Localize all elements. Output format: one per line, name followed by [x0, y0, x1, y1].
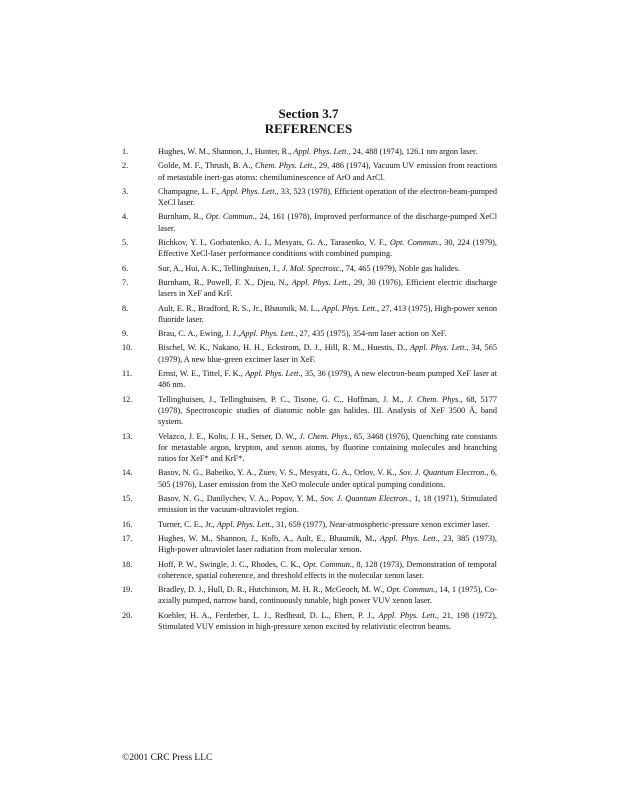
reference-authors: Champagne, L. F.,: [158, 186, 222, 196]
reference-authors: Burnham, R., Powell, F. X., Djeu, N.,: [158, 277, 292, 287]
reference-text: [158, 431, 497, 465]
reference-item: [122, 559, 497, 582]
reference-journal: Sov. J. Quantum Electron.: [398, 468, 487, 478]
reference-authors: Velazco, J. E., Kolts, J. H., Setser, D. W.,: [158, 431, 300, 441]
reference-authors: Basov, N. G., Babeiko, Y. A., Zuev, V. S., Mesyats, G. A., Orlov, V. K.,: [158, 468, 399, 478]
reference-details: , 31, 659 (1977), Near-atmospheric-pressure xenon excimer laser.: [271, 519, 490, 529]
section-number: Section 3.7: [278, 106, 339, 121]
reference-journal: Opt. Commun.: [386, 585, 436, 595]
reference-number: 14.: [122, 468, 133, 478]
reference-journal: Appl. Phys. Lett.: [379, 533, 438, 543]
reference-item: [122, 186, 497, 209]
reference-details: , 33, 523 (1978), Efficient operation of the electron-beam-pumped XeCl laser.: [158, 186, 498, 208]
reference-details: , 1, 18 (1971), Stimulated emission in the vacuum-ultraviolet region.: [158, 494, 497, 515]
reference-text: [158, 146, 497, 157]
reference-list: [122, 146, 497, 635]
reference-item: [122, 519, 497, 530]
reference-details: , 29, 486 (1974), Vacuum UV emission from reactions of metastable inert-gas atoms: chemiluminescence of ArO and ArCl.: [158, 161, 497, 182]
section-heading: [0, 106, 617, 136]
reference-text: [158, 493, 497, 516]
reference-journal: Appl. Phys. Lett.: [378, 610, 437, 620]
reference-number: 13.: [122, 431, 133, 441]
reference-text: [158, 533, 497, 556]
reference-text: [158, 342, 497, 365]
reference-details: , 24, 488 (1974), 126.1 nm argon laser.: [348, 147, 478, 156]
reference-journal: Chem. Phys. Lett.: [254, 161, 315, 171]
reference-details: , 24, 161 (1978), Improved performance of the discharge-pumped XeCl laser.: [158, 212, 497, 233]
reference-details: , 14, 1 (1975), Co-axially pumped, narrow band, continuously tunable, high power VUV xenon laser.: [158, 585, 498, 606]
reference-item: [122, 211, 497, 234]
reference-item: [122, 342, 497, 365]
reference-journal: J. Chem. Phys.: [407, 394, 461, 404]
reference-number: 3.: [122, 186, 129, 196]
reference-text: [158, 160, 497, 183]
reference-item: [122, 237, 497, 260]
reference-item: [122, 610, 497, 633]
reference-journal: Appl. Phys. Lett.: [240, 329, 296, 339]
reference-number: 19.: [122, 585, 133, 595]
reference-item: [122, 160, 497, 183]
reference-journal: Appl. Phys. Lett.: [291, 277, 349, 287]
reference-text: [158, 328, 497, 339]
reference-number: 17.: [122, 533, 133, 543]
reference-details: , 6, 505 (1976), Laser emission from the XeO molecule under optical pumping conditions.: [158, 468, 497, 489]
reference-item: [122, 493, 497, 516]
reference-item: [122, 303, 497, 326]
reference-authors: Hughes, W. M., Shannon, J., Hunter, R.,: [158, 147, 294, 156]
reference-text: [158, 263, 497, 274]
reference-authors: Basov, N. G., Danilychev, V. A., Popov, Y. M.,: [158, 494, 321, 504]
reference-item: [122, 467, 497, 490]
reference-authors: Bradley, D. J., Hull, D. R., Hutchinson, M. H. R., McGeoch, M. W.,: [158, 585, 387, 595]
reference-details: , 29, 30 (1976), Efficient electric discharge lasers in XeF and KrF.: [158, 277, 497, 299]
reference-text: [158, 584, 497, 607]
reference-authors: Golde, M. F., Thrush, B. A.,: [158, 161, 255, 171]
reference-journal: Appl. Phys. Lett.: [216, 519, 272, 529]
copyright-footer: ©2001 CRC Press LLC: [122, 753, 213, 763]
reference-journal: Appl. Phys. Lett.: [409, 343, 467, 353]
reference-item: [122, 277, 497, 300]
reference-journal: Appl. Phys. Lett.: [321, 303, 378, 313]
reference-number: 15.: [122, 494, 133, 504]
reference-journal: J. Mol. Spectrosc.: [282, 263, 342, 273]
reference-journal: Appl. Phys. Lett.: [293, 147, 349, 156]
reference-authors: Burnham, R.,: [158, 212, 206, 222]
reference-text: [158, 519, 497, 530]
reference-details: , 74, 465 (1979), Noble gas halides.: [341, 263, 460, 273]
reference-text: [158, 277, 497, 300]
reference-authors: Bichkov, Y. I., Gorbatenko, A. I., Mesyats, G. A., Tarasenko, V. F.,: [158, 238, 390, 248]
reference-authors: Brau, C. A., Ewing, J. J.,: [158, 329, 241, 339]
reference-item: [122, 431, 497, 465]
reference-authors: Ault, E. R., Bradford, R. S., Jr., Bhaumik, M. L.,: [158, 303, 322, 313]
reference-number: 9.: [122, 329, 129, 339]
reference-authors: Hughes, W. M., Shannon, J., Kolb, A., Ault, E., Bhaumik, M.,: [158, 533, 380, 543]
reference-details: , 8, 128 (1973), Demonstration of temporal coherence, spatial coherence, and threshold effects in the molecular xenon laser.: [158, 559, 497, 580]
reference-number: 10.: [122, 343, 133, 353]
reference-text: [158, 610, 497, 633]
reference-journal: Opt. Commun.: [389, 238, 440, 248]
section-title: REFERENCES: [264, 121, 353, 136]
reference-authors: Bischel, W. K., Nakano, H. H., Eckstrom, D. J., Hill, R. M., Huestis, D.,: [158, 343, 410, 353]
reference-text: [158, 368, 497, 391]
reference-number: 6.: [122, 263, 129, 273]
reference-text: [158, 303, 497, 326]
reference-journal: J. Chem. Phys.: [299, 431, 350, 441]
reference-text: [158, 467, 497, 490]
reference-number: 11.: [122, 369, 133, 379]
reference-number: 7.: [122, 277, 129, 287]
reference-journal: Appl. Phys. Lett.: [221, 186, 277, 196]
reference-item: [122, 146, 497, 157]
reference-number: 18.: [122, 559, 133, 569]
reference-details: , 27, 435 (1975), 354-nm laser action on XeF.: [295, 329, 447, 339]
reference-details: , 23, 385 (1973), High-power ultraviolet laser radiation from molecular xenon.: [158, 533, 498, 555]
reference-authors: Turner, C. E., Jr.,: [158, 519, 217, 529]
reference-item: [122, 533, 497, 556]
reference-details: , 34, 565 (1979), A new blue-green excimer laser in XeF.: [158, 343, 497, 364]
reference-item: [122, 584, 497, 607]
reference-item: [122, 368, 497, 391]
reference-number: 12.: [122, 394, 133, 404]
reference-details: , 27, 413 (1975), High-power xenon fluoride laser.: [158, 303, 498, 324]
reference-number: 4.: [122, 212, 129, 222]
reference-authors: Hoff, P. W., Swingle, J. C., Rhodes, C. K.,: [158, 559, 303, 569]
reference-details: , 30, 224 (1979), Effective XeCl-laser performance conditions with combined pumping.: [158, 238, 497, 259]
reference-authors: Koehler, H. A., Ferderber, L. J., Redhead, D. L., Ebert, P. J.,: [158, 610, 379, 620]
reference-item: [122, 394, 497, 428]
reference-journal: Appl. Phys. Lett.: [245, 369, 301, 379]
reference-text: [158, 186, 497, 209]
reference-journal: Sov. J. Quantum Electron.: [320, 494, 410, 504]
reference-number: 5.: [122, 238, 129, 248]
reference-number: 8.: [122, 303, 129, 313]
reference-details: , 35, 36 (1979), A new electron-beam pumped XeF laser at 486 nm.: [158, 369, 498, 390]
reference-text: [158, 211, 497, 234]
reference-number: 2.: [122, 161, 129, 171]
reference-text: [158, 559, 497, 582]
reference-number: 20.: [122, 610, 133, 620]
reference-authors: Tellinghuisen, J., Tellinghuisen, P. C., Tisone, G. C., Hoffman, J. M.,: [158, 394, 408, 404]
reference-details: , 65, 3468 (1976), Quenching rate constants for metastable argon, krypton, and xenon atoms, by fluorine containing molecules and branching ratios for XeF* and KrF*.: [158, 431, 497, 464]
reference-journal: Opt. Commun.: [205, 212, 255, 222]
reference-authors: Ernst, W. E., Tittel, F. K.,: [158, 369, 246, 379]
reference-text: [158, 237, 497, 260]
reference-journal: Opt. Commun.: [302, 559, 352, 569]
reference-authors: Sur, A., Hui, A. K., Tellinghuisen, J.,: [158, 263, 283, 273]
reference-number: 1.: [122, 147, 129, 156]
reference-text: [158, 394, 497, 428]
reference-details: , 68, 5177 (1978), Spectroscopic studies of diatomic noble gas halides. III. Analysis of XeF 3500 Å, band system.: [158, 394, 498, 427]
reference-item: [122, 263, 497, 274]
reference-number: 16.: [122, 519, 133, 529]
reference-item: [122, 328, 497, 339]
reference-details: , 21, 198 (1972), Stimulated VUV emission in high-pressure xenon excited by relativistic electron beams.: [158, 610, 498, 631]
